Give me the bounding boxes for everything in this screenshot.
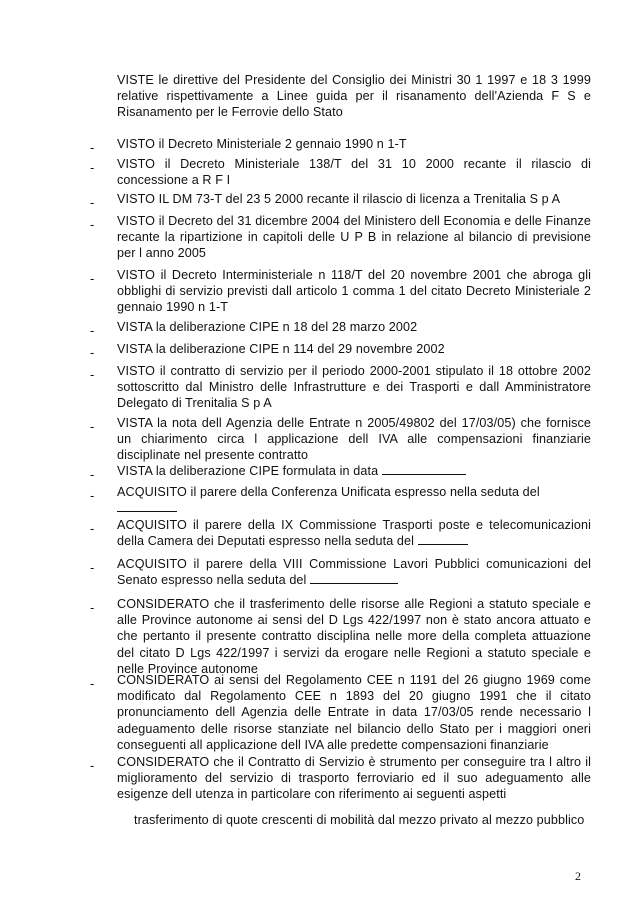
bullet-dash: -	[90, 160, 95, 175]
blank-date-line	[117, 500, 177, 512]
bullet-dash: -	[90, 676, 95, 691]
paragraph-visto-dm-73t: VISTO IL DM 73-T del 23 5 2000 recante il rilascio di licenza a Trenitalia S p A	[117, 192, 561, 206]
bullet-dash: -	[90, 467, 95, 482]
paragraph-visto-decreto-138t: VISTO il Decreto Ministeriale 138/T del 31 10 2000 recante il rilascio di concessione a R F I	[117, 157, 591, 188]
blank-date-line	[310, 572, 398, 584]
bullet-dash: -	[90, 488, 95, 503]
paragraph-text: ACQUISITO il parere della IX Commissione Trasporti poste e telecomunicazioni della Camera dei Deputati espresso nella seduta del	[117, 518, 591, 549]
paragraph-acquisito-viii-commissione	[117, 556, 591, 588]
paragraph-visto-decreto-1990: VISTO il Decreto Ministeriale 2 gennaio 1990 n 1-T	[117, 137, 407, 151]
blank-date-line	[382, 463, 466, 475]
paragraph-visto-decreto-interministeriale: VISTO il Decreto Interministeriale n 118/T del 20 novembre 2001 che abroga gli obblighi di servizio previsti dall articolo 1 comma 1 del citato Decreto Ministeriale 2 gennaio 1990 n 1-T	[117, 268, 591, 315]
paragraph-text: ACQUISITO il parere della VIII Commissione Lavori Pubblici comunicazioni del Senato espresso nella seduta del	[117, 557, 591, 588]
paragraph-vista-cipe-formulata	[117, 463, 591, 479]
paragraph-considerato-regolamento: CONSIDERATO ai sensi del Regolamento CEE n 1191 del 26 giugno 1969 come modificato dal Regolamento CEE n 1893 del 20 giugno 1991 che il citato pronunciamento dell Agenzia delle Entrate in data 17/03/05 rende necessario l adeguamento delle risorse stanziate nel bilancio dello Stato per i maggiori oneri conseguenti all applicazione dell IVA alle predette compensazioni finanziarie	[117, 673, 591, 752]
paragraph-visto-contratto: VISTO il contratto di servizio per il periodo 2000-2001 stipulato il 18 ottobre 2002 sottoscritto dal Ministro delle Infrastrutture e dei Trasporti e dall Amministratore Delegato di Trenitalia S p A	[117, 364, 591, 411]
paragraph-vista-cipe-114: VISTA la deliberazione CIPE n 114 del 29 novembre 2002	[117, 342, 445, 356]
paragraph-vista-cipe-18: VISTA la deliberazione CIPE n 18 del 28 marzo 2002	[117, 320, 418, 334]
paragraph-text: VISTA la deliberazione CIPE formulata in data	[117, 464, 379, 478]
paragraph-text: ACQUISITO il parere della Conferenza Unificata espresso nella seduta del	[117, 485, 540, 499]
blank-date-line	[418, 533, 468, 545]
paragraph-considerato-trasferimento: CONSIDERATO che il trasferimento delle risorse alle Regioni a statuto speciale e alle Province autonome ai sensi del D Lgs 422/1997 non è stato ancora attuato e che pertanto il presente contratto disciplina nelle more della completa attuazione del citato D Lgs 422/1997 i servizi da erogare nelle Regioni a statuto speciale e nelle Province autonome	[117, 597, 591, 676]
bullet-dash: -	[90, 521, 95, 536]
bullet-dash: -	[90, 367, 95, 382]
bullet-dash: -	[90, 217, 95, 232]
paragraph-acquisito-conferenza	[117, 484, 591, 516]
paragraph-considerato-contratto: CONSIDERATO che il Contratto di Servizio è strumento per conseguire tra l altro il miglioramento del servizio di trasporto ferroviario ed il suo adeguamento alle esigenze dell utenza in particolare con riferimento ai seguenti aspetti	[117, 755, 591, 802]
bullet-dash: -	[90, 345, 95, 360]
bullet-dash: -	[90, 419, 95, 434]
bullet-dash: -	[90, 560, 95, 575]
bullet-dash: -	[90, 271, 95, 286]
bullet-dash: -	[90, 758, 95, 773]
bullet-dash: -	[90, 600, 95, 615]
bullet-dash: -	[90, 140, 95, 155]
paragraph-trasferimento-quote: trasferimento di quote crescenti di mobilità dal mezzo privato al mezzo pubblico	[134, 813, 585, 827]
paragraph-vista-nota-agenzia: VISTA la nota dell Agenzia delle Entrate n 2005/49802 del 17/03/05) che fornisce un chiarimento circa l applicazione dell IVA alle compensazioni finanziarie disciplinate nel presente contratto	[117, 416, 591, 463]
bullet-dash: -	[90, 323, 95, 338]
bullet-dash: -	[90, 195, 95, 210]
paragraph-viste-direttive: VISTE le direttive del Presidente del Consiglio dei Ministri 30 1 1997 e 18 3 1999 relative rispettivamente a Linee guida per il risanamento dell'Azienda F S e Risanamento per le Ferrovie dello Stato	[117, 73, 591, 120]
paragraph-visto-decreto-2004: VISTO il Decreto del 31 dicembre 2004 del Ministero dell Economia e delle Finanze recante la ripartizione in capitoli delle U P B in relazione al bilancio di previsione per l anno 2005	[117, 214, 591, 261]
page-number: 2	[575, 869, 581, 883]
paragraph-acquisito-ix-commissione	[117, 517, 591, 549]
